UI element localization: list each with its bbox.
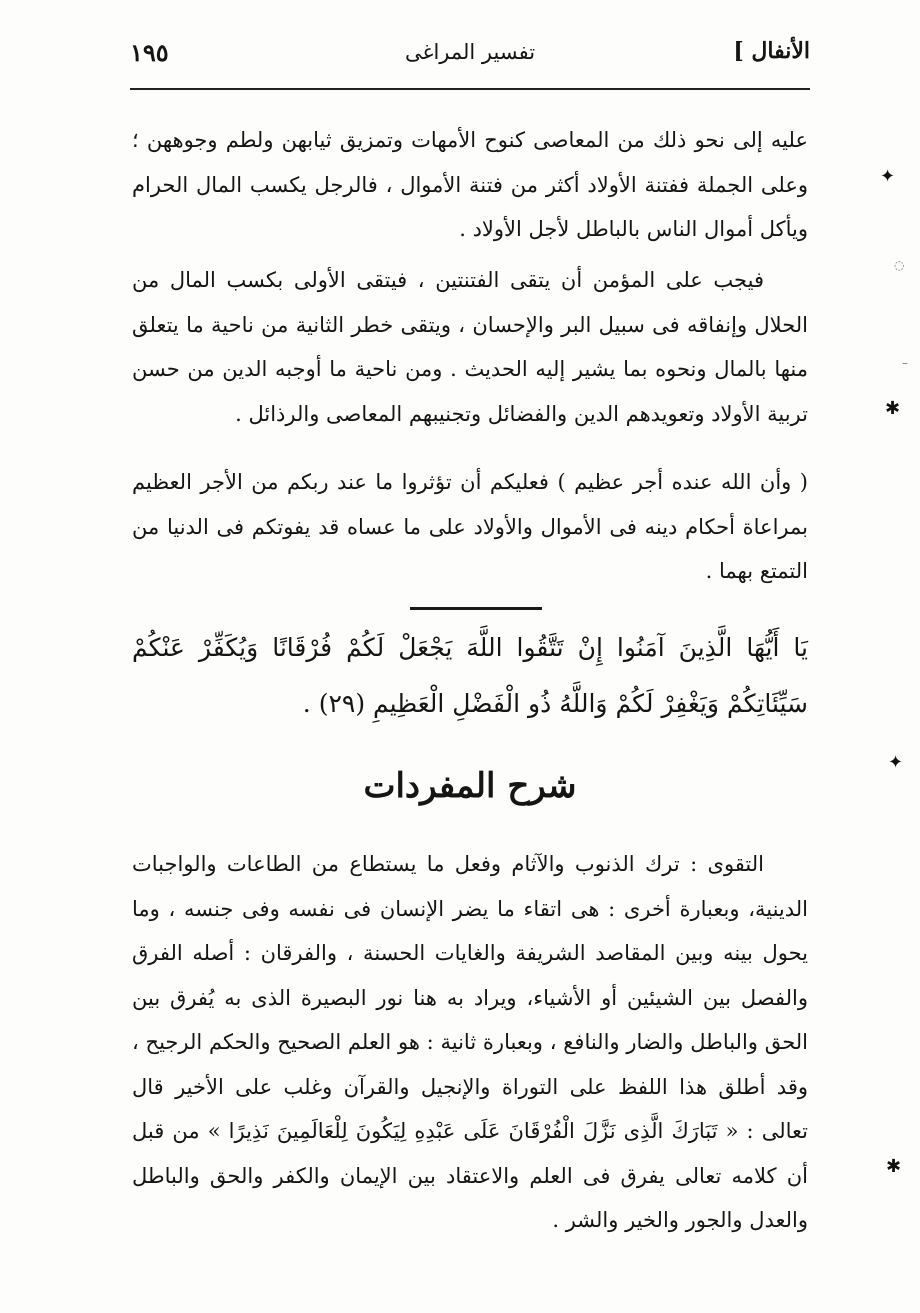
ink-blot-icon: ✱: [886, 1156, 902, 1177]
header-section-name: الأنفال ]: [733, 38, 810, 64]
section-heading: شرح المفردات: [363, 766, 577, 806]
running-header: [130, 38, 810, 82]
ink-blot-icon: ✱: [885, 398, 901, 419]
paragraph-vocabulary: التقوى : ترك الذنوب والآثام وفعل ما يستطاع من الطاعات والواجبات الدينية، وبعبارة أخرى : هى اتقاء ما يضر الإنسان فى نفسه وفى جنسه ، وما يحول بينه وبين المقاصد الشريفة والغايات الحسنة ، والفرقان : أصله الفرق والفصل بين الشيئين أو الأشياء، ويراد به هنا نور البصيرة الذى به يُفرق بين الحق والباطل والضار والنافع ، وبعبارة ثانية : هو العلم الصحيح والحكم الرجيح ، وقد أطلق هذا اللفظ على التوراة والإنجيل والقرآن وغلب على الأخير قال تعالى : « تَبَارَكَ الَّذِى نَزَّلَ الْفُرْقَانَ عَلَى عَبْدِهِ لِيَكُونَ لِلْعَالَمِينَ نَذِيرًا » من قبل أن كلامه تعالى يفرق فى العلم والاعتقاد بين الإيمان والكفر والحق والباطل والعدل والجور والخير والشر .: [132, 852, 808, 1232]
scan-speck-icon: ◌: [894, 258, 905, 272]
paragraph-2: فيجب على المؤمن أن يتقى الفتنتين ، فيتقى الأولى بكسب المال من الحلال وإنفاقه فى سبيل البر والإحسان ، ويتقى خطر الثانية من ناحية ما يتعلق منها بالمال ونحوه بما يشير إليه الحديث . ومن ناحية ما أوجبه الدين من حسن تربية الأولاد وتعويدهم الدين والفضائل وتجنيبهم المعاصى والرذائل .: [132, 268, 808, 426]
page-number: ١٩٥: [130, 38, 169, 67]
header-book-title: تفسير المراغى: [404, 40, 536, 64]
paragraph-1: عليه إلى نحو ذلك من المعاصى كنوح الأمهات وتمزيق ثيابهن ولطم وجوههن ؛ وعلى الجملة ففتنة الأولاد أكثر من فتنة الأموال ، فالرجل يكسب المال الحرام ويأكل أموال الناس بالباطل لأجل الأولاد .: [132, 128, 808, 241]
ink-blot-icon: ✦: [880, 166, 896, 187]
scan-speck-icon: –: [902, 356, 908, 370]
paragraph-3: ( وأن الله عنده أجر عظيم ) فعليكم أن تؤثروا ما عند ربكم من الأجر العظيم بمراعاة أحكام دينه فى الأموال والأولاد على ما عساه قد يفوتكم فى الدنيا من التمتع بهما .: [132, 470, 808, 583]
quran-verse: يَا أَيُّهَا الَّذِينَ آمَنُوا إِنْ تَتَّقُوا اللَّهَ يَجْعَلْ لَكُمْ فُرْقَانًا وَيُكَفِّرْ عَنْكُمْ سَيِّئَاتِكُمْ وَيَغْفِرْ لَكُمْ وَاللَّهُ ذُو الْفَضْلِ الْعَظِيمِ (٢٩) .: [132, 633, 808, 718]
header-rule: [130, 88, 810, 90]
section-divider: [410, 607, 542, 610]
ink-blot-icon: ✦: [888, 752, 904, 773]
